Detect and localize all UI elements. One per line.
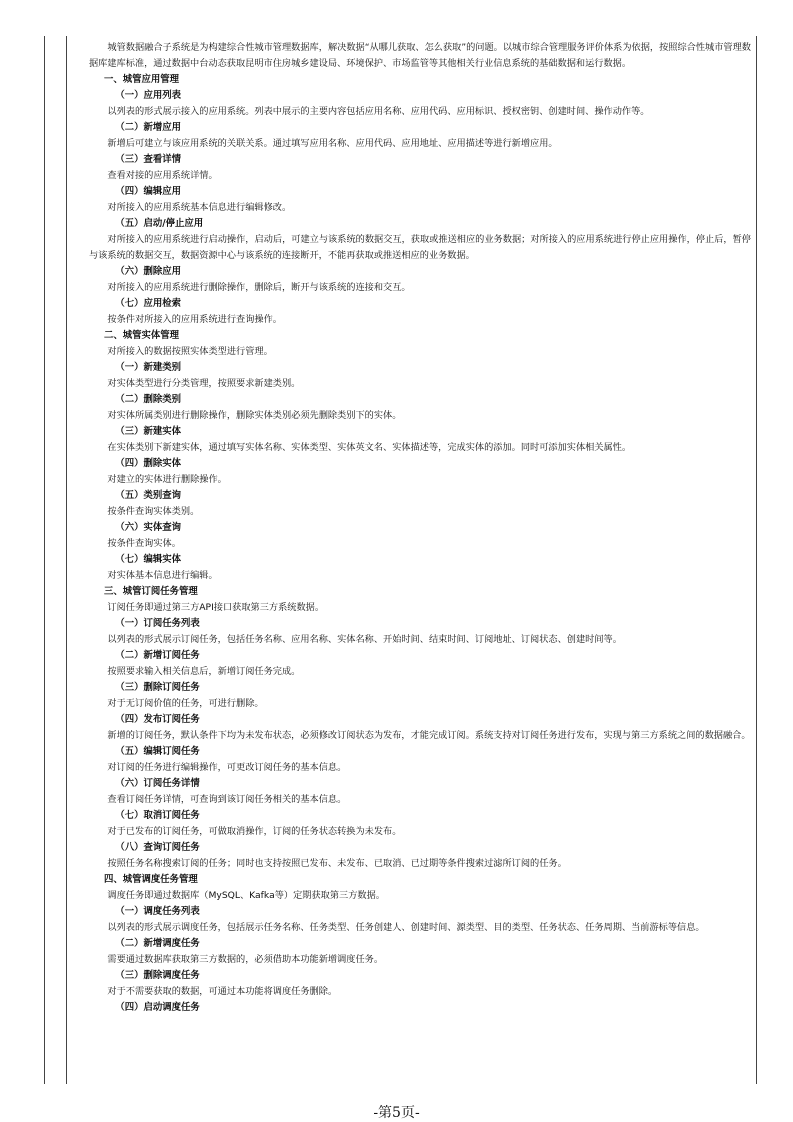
body-text: 对订阅的任务进行编辑操作，可更改订阅任务的基本信息。 bbox=[107, 762, 347, 773]
body-text: 对于无订阅价值的任务，可进行删除。 bbox=[107, 698, 264, 709]
body-text: 按照要求输入相关信息后，新增订阅任务完成。 bbox=[107, 666, 301, 677]
body-text: 对所接入的应用系统基本信息进行编辑修改。 bbox=[107, 202, 292, 213]
body-text: 对实体类型进行分类管理，按照要求新建类别。 bbox=[107, 378, 301, 389]
body-text: 对所接入的数据按照实体类型进行管理。 bbox=[107, 346, 273, 357]
body-text: 新增后可建立与该应用系统的关联关系。通过填写应用名称、应用代码、应用地址、应用描述等进行新增应用。 bbox=[107, 138, 558, 149]
subsection-heading: （一）应用列表 bbox=[115, 90, 181, 101]
subsection-heading: （四）发布订阅任务 bbox=[115, 714, 200, 725]
subsection-heading: （一）调度任务列表 bbox=[115, 906, 200, 917]
document-body bbox=[89, 40, 751, 1016]
body-text: 对所接入的应用系统进行启动操作，启动后，可建立与该系统的数据交互，获取或推送相应的业务数据；对所接入的应用系统进行停止应用操作，停止后，暂停与该系统的数据交互，数据资源中心与该系统的连接断开，不能再获取或推送相应的业务数据。 bbox=[89, 234, 751, 261]
body-text: 需要通过数据库获取第三方数据的，必须借助本功能新增调度任务。 bbox=[107, 954, 384, 965]
subsection-heading: （三）删除订阅任务 bbox=[115, 682, 200, 693]
subsection-heading: （三）新建实体 bbox=[115, 426, 181, 437]
section-heading: 一、城管应用管理 bbox=[104, 74, 180, 85]
section-heading: 三、城管订阅任务管理 bbox=[104, 586, 198, 597]
subsection-heading: （四）删除实体 bbox=[115, 458, 181, 469]
subsection-heading: （二）删除类别 bbox=[115, 394, 181, 405]
body-text: 以列表的形式展示接入的应用系统。列表中展示的主要内容包括应用名称、应用代码、应用标识、授权密钥、创建时间、操作动作等。 bbox=[107, 106, 650, 117]
subsection-heading: （四）启动调度任务 bbox=[115, 1002, 200, 1013]
body-text: 以列表的形式展示订阅任务，包括任务名称、应用名称、实体名称、开始时间、结束时间、订阅地址、订阅状态、创建时间等。 bbox=[107, 634, 622, 645]
subsection-heading: （五）启动/停止应用 bbox=[115, 218, 204, 229]
body-text: 对所接入的应用系统进行删除操作，删除后，断开与该系统的连接和交互。 bbox=[107, 282, 411, 293]
body-text: 以列表的形式展示调度任务，包括展示任务名称、任务类型、任务创建人、创建时间、源类型、目的类型、任务状态、任务周期、当前游标等信息。 bbox=[107, 922, 705, 933]
subsection-heading: （一）订阅任务列表 bbox=[115, 618, 200, 629]
body-text: 订阅任务即通过第三方API接口获取第三方系统数据。 bbox=[107, 602, 325, 613]
subsection-heading: （五）编辑订阅任务 bbox=[115, 746, 200, 757]
section-heading: 四、城管调度任务管理 bbox=[104, 874, 198, 885]
body-text: 对建立的实体进行删除操作。 bbox=[107, 474, 227, 485]
subsection-heading: （六）删除应用 bbox=[115, 266, 181, 277]
body-text: 新增的订阅任务，默认条件下均为未发布状态，必须修改订阅状态为发布，才能完成订阅。系统支持对订阅任务进行发布，实现与第三方系统之间的数据融合。 bbox=[107, 730, 751, 741]
left-border-inner bbox=[66, 36, 67, 1084]
subsection-heading: （二）新增调度任务 bbox=[115, 938, 200, 949]
body-text: 查看对接的应用系统详情。 bbox=[107, 170, 218, 181]
body-text: 对于不需要获取的数据，可通过本功能将调度任务删除。 bbox=[107, 986, 338, 997]
page-number: -第5页- bbox=[373, 1105, 420, 1121]
body-text: 对实体基本信息进行编辑。 bbox=[107, 570, 218, 581]
subsection-heading: （七）取消订阅任务 bbox=[115, 810, 200, 821]
section-heading: 二、城管实体管理 bbox=[104, 330, 180, 341]
body-text: 按条件查询实体类别。 bbox=[107, 506, 200, 517]
right-border bbox=[756, 36, 757, 1084]
subsection-heading: （七）应用检索 bbox=[115, 298, 181, 309]
subsection-heading: （五）类别查询 bbox=[115, 490, 181, 501]
body-text: 按条件对所接入的应用系统进行查询操作。 bbox=[107, 314, 282, 325]
body-text: 按条件查询实体。 bbox=[107, 538, 181, 549]
subsection-heading: （二）新增应用 bbox=[115, 122, 181, 133]
subsection-heading: （一）新建类别 bbox=[115, 362, 181, 373]
subsection-heading: （二）新增订阅任务 bbox=[115, 650, 200, 661]
body-text: 调度任务即通过数据库（MySQL、Kafka等）定期获取第三方数据。 bbox=[107, 890, 385, 901]
subsection-heading: （八）查询订阅任务 bbox=[115, 842, 200, 853]
body-text: 对实体所属类别进行删除操作，删除实体类别必须先删除类别下的实体。 bbox=[107, 410, 402, 421]
section-list bbox=[89, 72, 751, 1016]
subsection-heading: （六）订阅任务详情 bbox=[115, 778, 200, 789]
subsection-heading: （四）编辑应用 bbox=[115, 186, 181, 197]
subsection-heading: （六）实体查询 bbox=[115, 522, 181, 533]
body-text: 查看订阅任务详情，可查询到该订阅任务相关的基本信息。 bbox=[107, 794, 347, 805]
body-text: 在实体类别下新建实体，通过填写实体名称、实体类型、实体英文名、实体描述等，完成实体的添加。同时可添加实体相关属性。 bbox=[107, 442, 632, 453]
subsection-heading: （三）查看详情 bbox=[115, 154, 181, 165]
subsection-heading: （三）删除调度任务 bbox=[115, 970, 200, 981]
body-text: 对于已发布的订阅任务，可做取消操作，订阅的任务状态转换为未发布。 bbox=[107, 826, 402, 837]
left-border-outer bbox=[44, 36, 45, 1084]
intro-paragraph: 城管数据融合子系统是为构建综合性城市管理数据库，解决数据“从哪儿获取、怎么获取”的问题。以城市综合管理服务评价体系为依据，按照综合性城市管理数据库建库标准，通过数据中台动态获取昆明市住房城乡建设局、环境保护、市场监管等其他相关行业信息系统的基础数据和运行数据。 bbox=[89, 42, 751, 69]
subsection-heading: （七）编辑实体 bbox=[115, 554, 181, 565]
body-text: 按照任务名称搜索订阅的任务；同时也支持按照已发布、未发布、已取消、已过期等条件搜索过滤所订阅的任务。 bbox=[107, 858, 567, 869]
